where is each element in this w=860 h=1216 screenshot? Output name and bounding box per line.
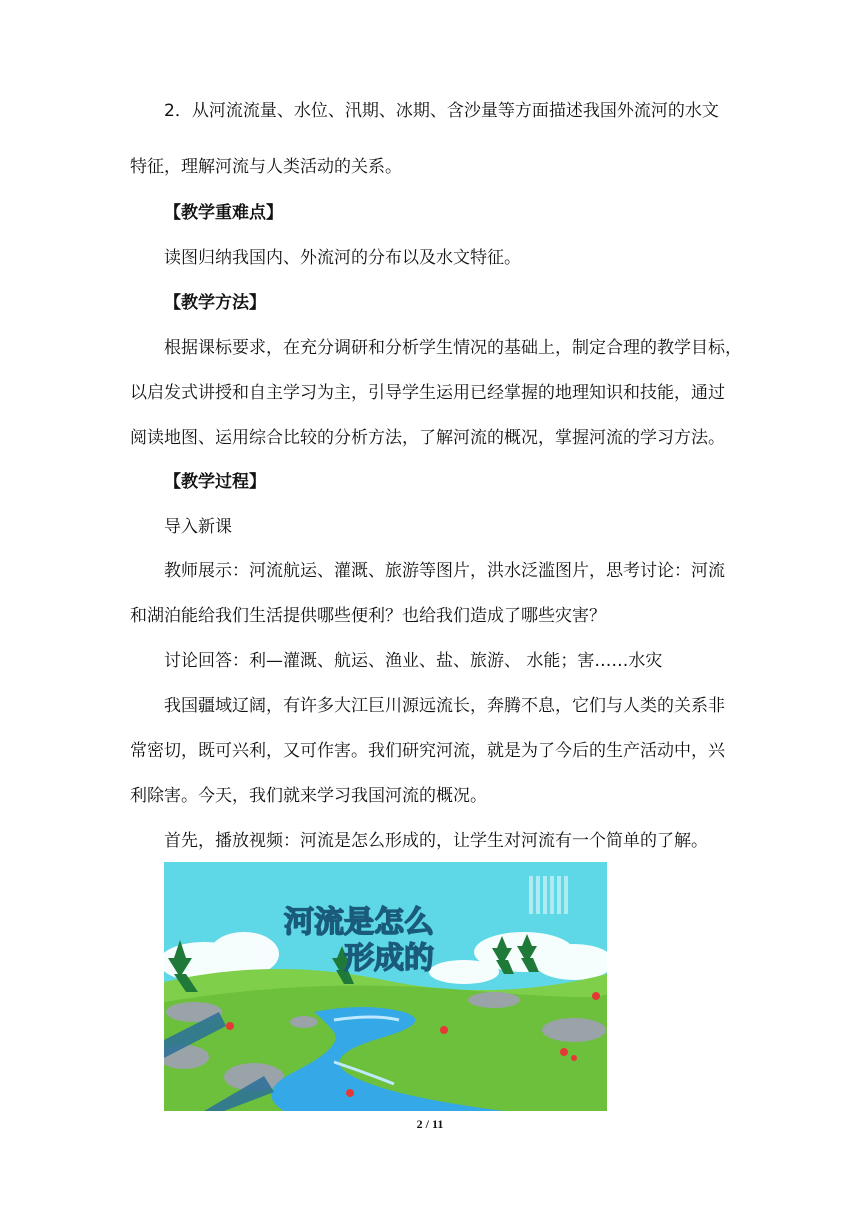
video-intro-text: 首先，播放视频：河流是怎么形成的，让学生对河流有一个简单的了解。 [164,831,708,851]
video-title-line-1: 河流是怎么 [284,905,434,940]
page-number: 2 / 11 [416,1117,444,1131]
river-illustration [164,862,607,1111]
methods-line-3: 阅读地图、运用综合比较的分析方法，了解河流的概况，掌握河流的学习方法。 [130,428,725,448]
country-line-2: 常密切，既可兴利，又可作害。我们研究河流，就是为了今后的生产活动中，兴 [130,741,725,761]
river-scene-image [164,862,607,1111]
heading-process: 【教学过程】 [164,472,266,492]
country-line-3: 利除害。今天，我们就来学习我国河流的概况。 [130,786,487,806]
methods-line-1: 根据课标要求，在充分调研和分析学生情况的基础上，制定合理的教学目标， [164,338,742,358]
teacher-show-line-2: 和湖泊能给我们生活提供哪些便利？也给我们造成了哪些灾害？ [130,606,606,626]
intro-text: 导入新课 [164,517,232,537]
heading-methods: 【教学方法】 [164,293,266,313]
teacher-show-line-1: 教师展示：河流航运、灌溉、旅游等图片，洪水泛滥图片，思考讨论：河流 [164,561,725,581]
methods-line-2: 以启发式讲授和自主学习为主，引导学生运用已经掌握的地理知识和技能，通过 [130,383,725,403]
country-line-1: 我国疆域辽阔，有许多大江巨川源远流长，奔腾不息，它们与人类的关系非 [164,696,725,716]
key-points-text: 读图归纳我国内、外流河的分布以及水文特征。 [164,248,521,268]
goal-2-line-2: 特征，理解河流与人类活动的关系。 [130,157,402,177]
discussion-text: 讨论回答：利—灌溉、航运、渔业、盐、旅游、 水能；害……水灾 [164,651,663,671]
heading-key-points: 【教学重难点】 [164,203,283,223]
video-title-line-2: 形成的 [344,941,434,976]
goal-2-line-1: 2．从河流流量、水位、汛期、冰期、含沙量等方面描述我国外流河的水文 [164,101,719,121]
